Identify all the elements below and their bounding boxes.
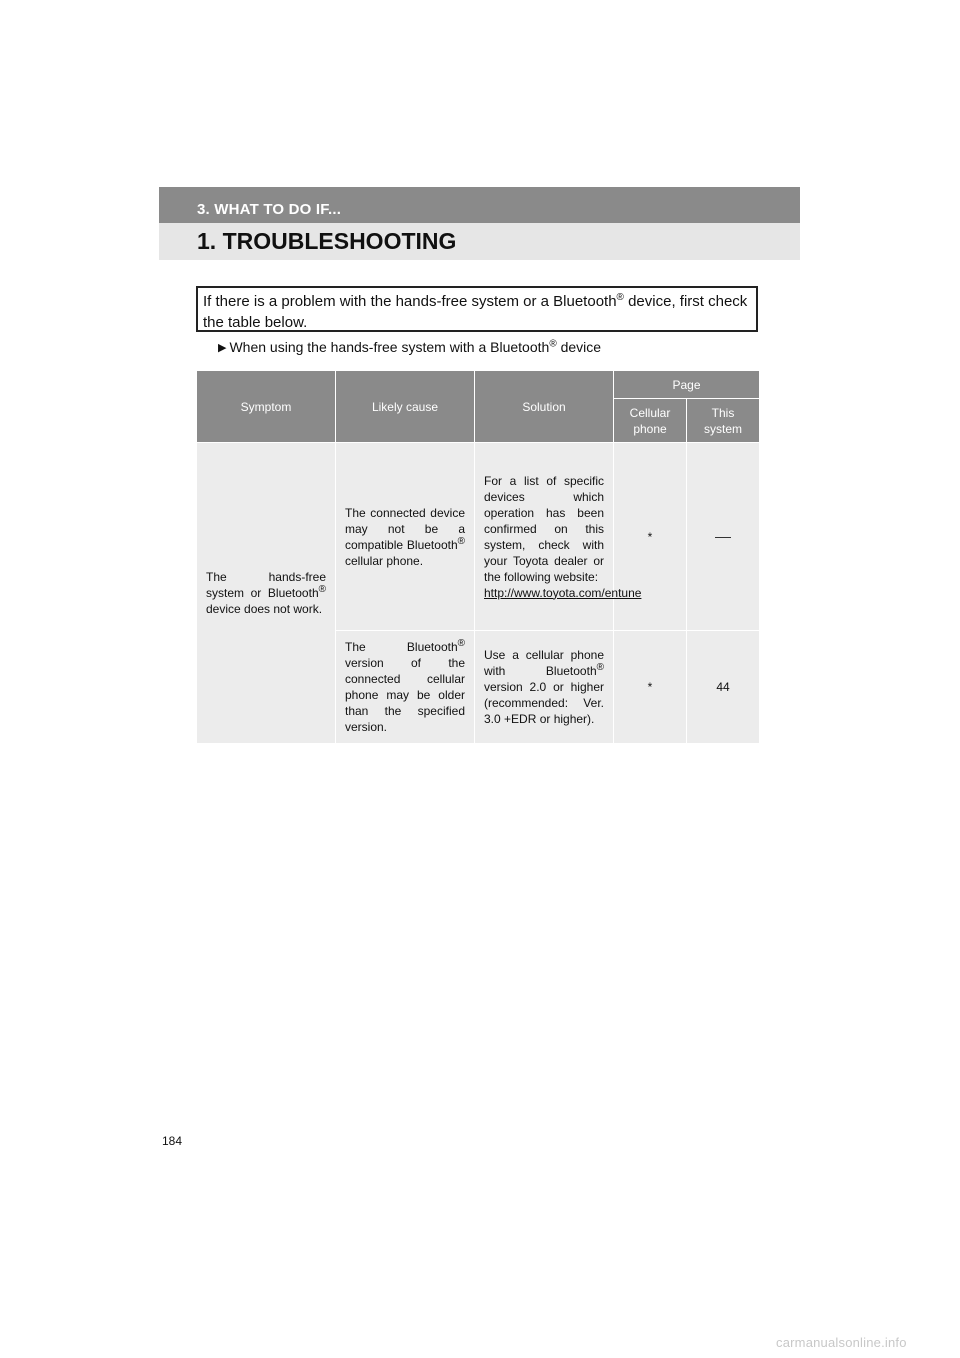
registered-mark: ®: [457, 638, 465, 649]
cause-cell: [336, 631, 475, 744]
bullet-text-end: device: [556, 339, 602, 355]
cause-text-start: The Bluetooth: [345, 640, 458, 654]
watermark: carmanualsonline.info: [776, 1335, 907, 1350]
system-page-cell[interactable]: 44: [687, 631, 760, 744]
header-cellular-phone: Cellular phone: [614, 399, 687, 443]
intro-text-start: If there is a problem with the hands-free system or a Bluetooth: [203, 293, 617, 310]
page-title: 1. TROUBLESHOOTING: [197, 228, 457, 254]
solution-text-end: version 2.0 or higher (recommended: Ver. 3.0 +EDR or higher).: [484, 680, 604, 726]
solution-text: For a list of specific devices which operation has been confirmed on this system, check with your Toyota dealer or the following website:: [484, 473, 604, 584]
registered-mark: ®: [549, 338, 557, 350]
header-likely-cause: Likely cause: [336, 371, 475, 443]
cellular-page-cell: *: [614, 443, 687, 631]
solution-text-start: Use a cellular phone with Bluetooth: [484, 648, 604, 678]
system-page-cell: [687, 443, 760, 631]
cause-text-start: The connected device may not be a compatible Bluetooth: [345, 505, 465, 552]
header-symptom: Symptom: [197, 371, 336, 443]
dash-icon: [715, 537, 731, 538]
page-title-bar: [159, 223, 800, 260]
cause-text-end: version of the connected cellular phone may be older than the specified version.: [345, 656, 465, 734]
condition-bullet: [218, 339, 601, 355]
cause-text-end: cellular phone.: [345, 553, 424, 568]
intro-text-end: device, first check the table below.: [203, 293, 748, 331]
header-page: Page: [614, 371, 760, 399]
bullet-text-start: When using the hands-free system with a Bluetooth: [229, 339, 550, 355]
solution-cell: [475, 443, 642, 631]
troubleshooting-table: [196, 370, 760, 744]
table-row: [197, 443, 760, 631]
symptom-text-end: device does not work.: [206, 602, 323, 616]
intro-box: [196, 286, 758, 332]
header-this-system: This system: [687, 399, 760, 443]
page-number: 184: [162, 1134, 183, 1148]
solution-cell: [475, 631, 614, 744]
symptom-text-start: The hands-free system or Bluetooth: [206, 570, 326, 600]
cause-cell: [336, 443, 475, 631]
registered-mark: ®: [318, 584, 326, 595]
registered-mark: ®: [457, 535, 465, 547]
header-solution: Solution: [475, 371, 614, 443]
section-header: [159, 187, 800, 223]
toyota-website-link[interactable]: http://www.toyota.com/entune: [484, 585, 642, 600]
section-title: 3. WHAT TO DO IF...: [197, 201, 342, 218]
registered-mark: ®: [596, 662, 604, 673]
registered-mark: ®: [616, 292, 624, 303]
symptom-cell: [197, 443, 336, 744]
cellular-page-cell: *: [614, 631, 687, 744]
triangle-bullet-icon: ▶: [218, 342, 227, 354]
